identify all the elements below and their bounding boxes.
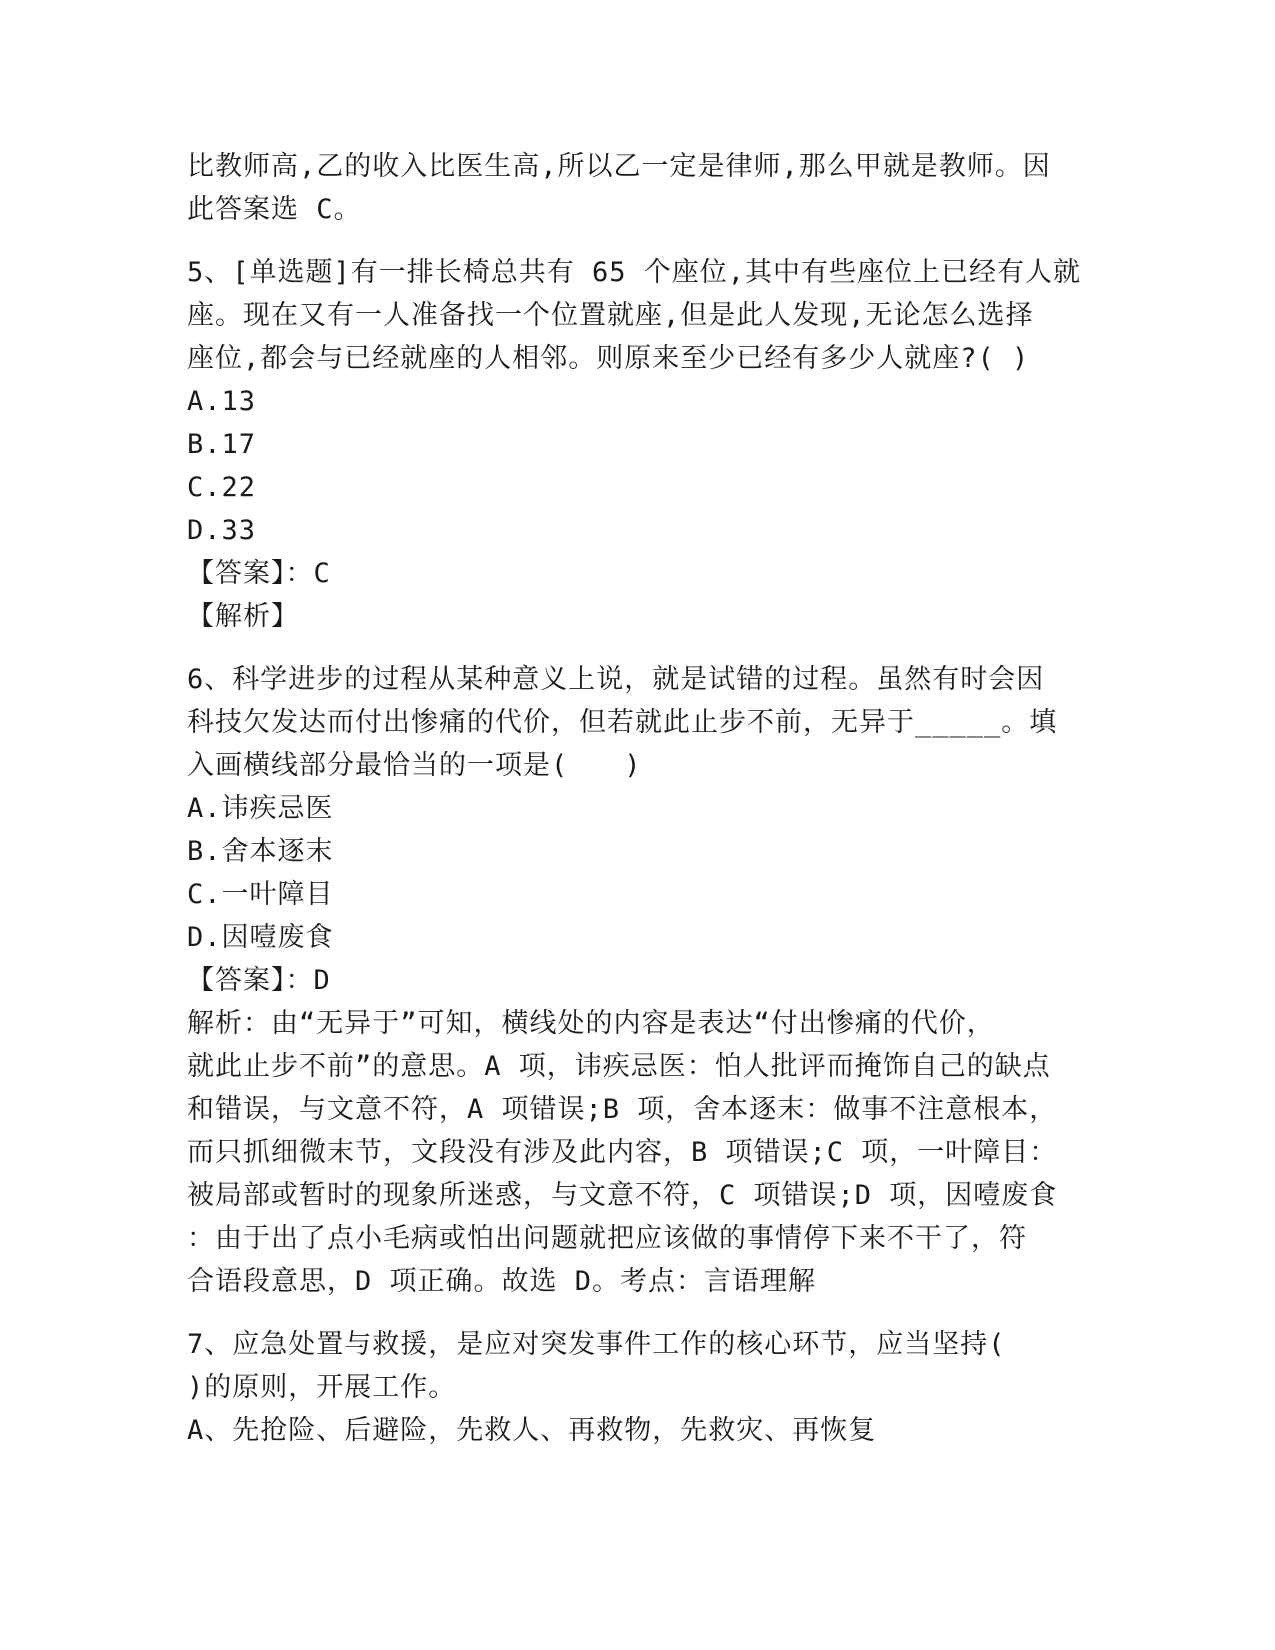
spacer <box>187 231 1077 251</box>
analysis-label: 【解析】 <box>187 601 299 632</box>
question-stem-line: 6、科学进步的过程从某种意义上说，就是试错的过程。虽然有时会因 <box>187 664 1045 695</box>
question-stem-line: 科技欠发达而付出惨痛的代价，但若就此止步不前，无异于_____。填 <box>187 707 1058 738</box>
question-stem-line: 入画横线部分最恰当的一项是( ) <box>187 750 642 781</box>
question-stem-line: 7、应急处置与救援，是应对突发事件工作的核心环节，应当坚持( <box>187 1329 1006 1360</box>
question-stem-line: )的原则，开展工作。 <box>187 1372 457 1403</box>
spacer <box>187 1303 1077 1323</box>
text-line: 比教师高,乙的收入比医生高,所以乙一定是律师,那么甲就是教师。因 <box>187 151 1051 182</box>
analysis-line: 合语段意思，D 项正确。故选 D。考点：言语理解 <box>187 1266 817 1297</box>
answer-line: 【答案】：C <box>187 558 331 589</box>
analysis-line: 和错误，与文意不符，A 项错误;B 项，舍本逐末：做事不注意根本， <box>187 1094 1058 1125</box>
answer-line: 【答案】：D <box>187 965 331 996</box>
spacer <box>187 638 1077 658</box>
analysis-line: 就此止步不前”的意思。A 项，讳疾忌医：怕人批评而掩饰自己的缺点 <box>187 1051 1051 1082</box>
question-7 <box>187 1323 1077 1452</box>
option-a: A、先抢险、后避险，先救人、再救物，先救灾、再恢复 <box>187 1415 877 1446</box>
document-content <box>187 145 1082 1452</box>
option-d: D.因噎废食 <box>187 922 334 953</box>
option-a: A.13 <box>187 386 257 417</box>
analysis-line: ：由于出了点小毛病或怕出问题就把应该做的事情停下来不干了，符 <box>187 1223 1027 1254</box>
question-stem-line: 座位,都会与已经就座的人相邻。则原来至少已经有多少人就座?( ) <box>187 343 1030 374</box>
question-stem-line: 座。现在又有一人准备找一个位置就座,但是此人发现,无论怎么选择 <box>187 300 1034 331</box>
option-c: C.一叶障目 <box>187 879 334 910</box>
text-line: 此答案选 C。 <box>187 194 362 225</box>
analysis-line: 解析：由“无异于”可知，横线处的内容是表达“付出惨痛的代价， <box>187 1008 995 1039</box>
question-6 <box>187 658 1077 1303</box>
option-d: D.33 <box>187 515 257 546</box>
option-c: C.22 <box>187 472 257 503</box>
option-b: B.舍本逐末 <box>187 836 334 867</box>
option-a: A.讳疾忌医 <box>187 793 334 824</box>
analysis-line: 而只抓细微末节，文段没有涉及此内容，B 项错误;C 项，一叶障目： <box>187 1137 1058 1168</box>
question-5 <box>187 251 1082 638</box>
previous-analysis-continuation <box>187 145 1077 231</box>
analysis-line: 被局部或暂时的现象所迷惑，与文意不符，C 项错误;D 项，因噎废食 <box>187 1180 1058 1211</box>
option-b: B.17 <box>187 429 257 460</box>
question-stem-line: 5、[单选题]有一排长椅总共有 65 个座位,其中有些座位上已经有人就 <box>187 257 1082 288</box>
